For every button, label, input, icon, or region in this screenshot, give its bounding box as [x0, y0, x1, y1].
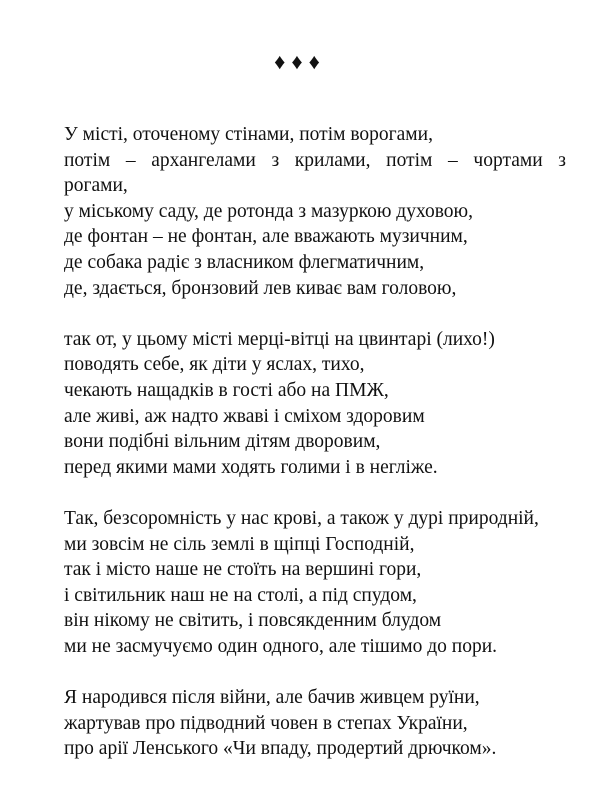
- poem-line: Я народився після війни, але бачив живцем руїни,: [64, 687, 480, 709]
- poem-line: рогами,: [64, 175, 128, 197]
- poem-line: ми зовсім не сіль землі в щіпці Господній,: [64, 533, 415, 555]
- poem-line: Так, безсоромність у нас крові, а також у дурі природній,: [64, 507, 539, 529]
- poem-line: так і місто наше не стоїть на вершині гори,: [64, 559, 422, 581]
- poem-line: поводять себе, як діти у яслах, тихо,: [64, 354, 365, 376]
- poem-line: ми не засмучуємо один одного, але тішимо до пори.: [64, 635, 498, 657]
- stanza: [64, 122, 566, 301]
- poem-line: потім – архангелами з крилами, потім – чортами з: [64, 149, 566, 171]
- poem-line: жартував про підводний човен в степах України,: [64, 712, 468, 734]
- poem-line: так от, у цьому місті мерці-вітці на цвинтарі (лихо!): [64, 328, 495, 350]
- poem-line: вони подібні вільним дітям дворовим,: [64, 431, 381, 453]
- stanza: [64, 685, 566, 762]
- poem-line: і світильник наш не на столі, а під спудом,: [64, 584, 417, 606]
- poem-line: де фонтан – не фонтан, але вважають музичним,: [64, 226, 468, 248]
- stanza: [64, 506, 566, 660]
- poem-line: чекають нащадків в гості або на ПМЖ,: [64, 379, 389, 401]
- stanza: [64, 327, 566, 481]
- poem-line: У місті, оточеному стінами, потім ворогами,: [64, 124, 433, 145]
- poem-body: [64, 122, 566, 787]
- poem-line: але живі, аж надто жваві і сміхом здоровим: [64, 405, 425, 427]
- poem-line: де, здається, бронзовий лев киває вам головою,: [64, 277, 457, 299]
- poem-line: у міському саду, де ротонда з мазуркою духовою,: [64, 200, 473, 222]
- poem-line: про арії Ленського «Чи впаду, продертий дрючком».: [64, 738, 497, 760]
- poem-line: де собака радіє з власником флегматичним,: [64, 251, 425, 273]
- section-ornament: ♦♦♦: [274, 49, 326, 74]
- poem-line: він нікому не світить, і повсякденним блудом: [64, 610, 442, 632]
- poem-line: перед якими мами ходять голими і в негліже.: [64, 456, 438, 478]
